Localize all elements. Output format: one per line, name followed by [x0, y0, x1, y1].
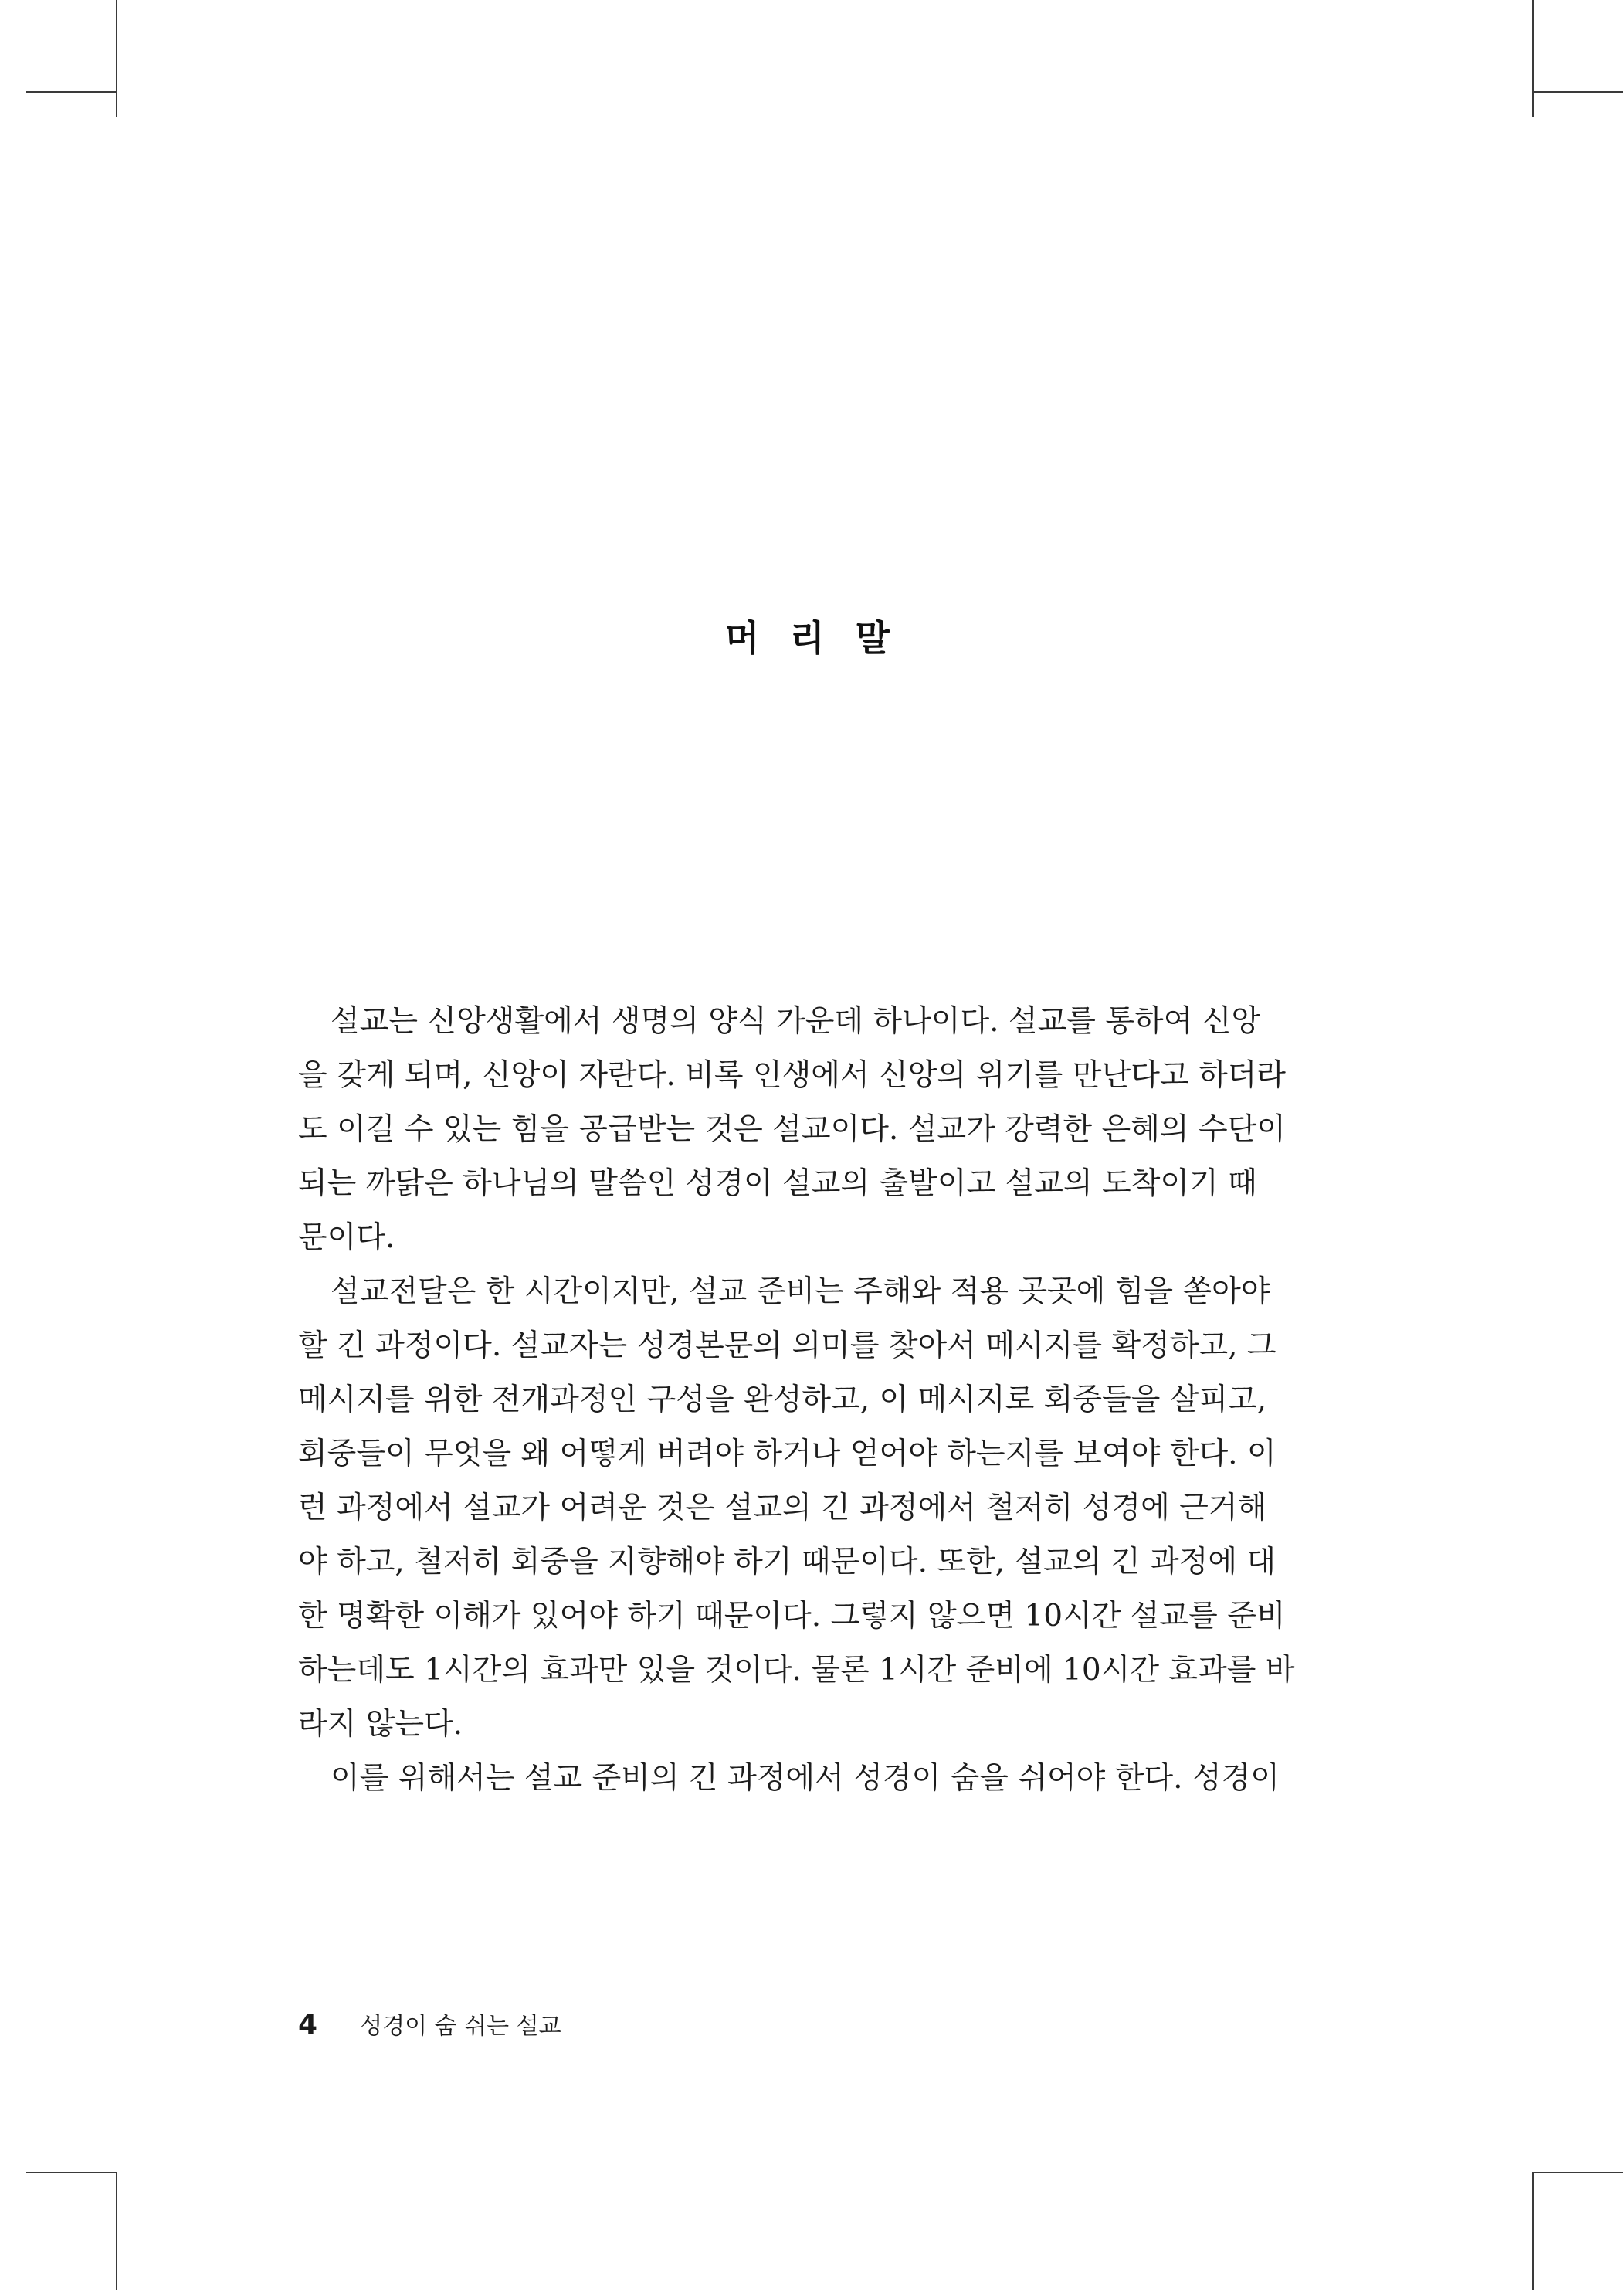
page-number: 4	[298, 2009, 318, 2041]
crop-mark-top-right-vertical	[1532, 0, 1534, 117]
crop-mark-bottom-left-vertical	[116, 2172, 117, 2290]
chapter-title: 머 리 말	[724, 617, 900, 659]
crop-mark-top-right-horizontal	[1532, 91, 1623, 93]
crop-mark-bottom-left-horizontal	[26, 2172, 117, 2173]
text-line: 라지 않는다.	[298, 1707, 463, 1742]
crop-mark-top-left-horizontal	[26, 91, 117, 93]
paragraph	[298, 1265, 1295, 1752]
text-line: 설교는 신앙생활에서 생명의 양식 가운데 하나이다. 설교를 통하여 신앙	[331, 1004, 1261, 1039]
paragraph	[298, 995, 1286, 1265]
text-line: 런 과정에서 설교가 어려운 것은 설교의 긴 과정에서 철저히 성경에 근거해	[298, 1491, 1267, 1525]
crop-mark-bottom-right-vertical	[1532, 2172, 1534, 2290]
crop-mark-top-left-vertical	[116, 0, 117, 117]
text-line: 설교전달은 한 시간이지만, 설교 준비는 주해와 적용 곳곳에 힘을 쏟아야	[331, 1274, 1270, 1309]
text-line: 메시지를 위한 전개과정인 구성을 완성하고, 이 메시지로 회중들을 살피고,	[298, 1382, 1267, 1417]
text-line: 하는데도 1시간의 효과만 있을 것이다. 물론 1시간 준비에 10시간 효과를 바	[298, 1653, 1295, 1688]
page-footer	[298, 2007, 561, 2041]
running-title: 성경이 숨 쉬는 설교	[360, 2013, 561, 2040]
text-line: 한 명확한 이해가 있어야 하기 때문이다. 그렇지 않으면 10시간 설교를 준비	[298, 1599, 1286, 1634]
text-line: 할 긴 과정이다. 설교자는 성경본문의 의미를 찾아서 메시지를 확정하고, 그	[298, 1328, 1276, 1363]
text-line: 야 하고, 철저히 회중을 지향해야 하기 때문이다. 또한, 설교의 긴 과정에 대	[298, 1545, 1276, 1579]
text-line: 문이다.	[298, 1220, 395, 1255]
text-line: 되는 까닭은 하나님의 말씀인 성경이 설교의 출발이고 설교의 도착이기 때	[298, 1166, 1257, 1201]
text-line: 이를 위해서는 설교 준비의 긴 과정에서 성경이 숨을 쉬어야 한다. 성경이	[331, 1761, 1280, 1796]
text-line: 을 갖게 되며, 신앙이 자란다. 비록 인생에서 신앙의 위기를 만난다고 하더라	[298, 1058, 1286, 1093]
text-line: 도 이길 수 있는 힘을 공급받는 것은 설교이다. 설교가 강력한 은혜의 수단이	[298, 1112, 1286, 1147]
text-line: 회중들이 무엇을 왜 어떻게 버려야 하거나 얻어야 하는지를 보여야 한다. 이	[298, 1437, 1276, 1471]
crop-mark-bottom-right-horizontal	[1532, 2172, 1623, 2173]
body-text	[298, 995, 1295, 1806]
paragraph	[298, 1752, 1280, 1806]
